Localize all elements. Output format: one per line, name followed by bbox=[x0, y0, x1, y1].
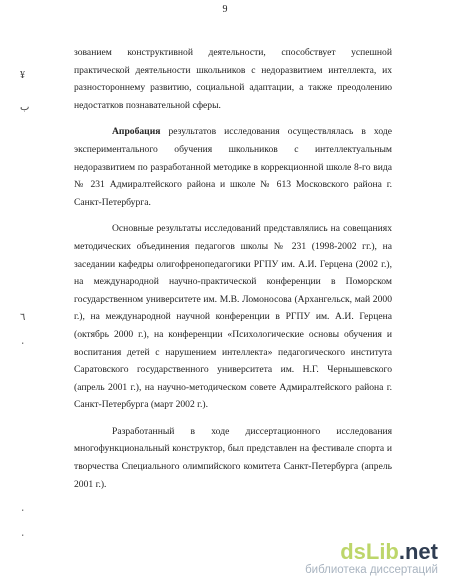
margin-mark: ٦ bbox=[20, 312, 26, 323]
watermark-brand: dsLib.net bbox=[340, 539, 438, 564]
margin-mark: ب bbox=[20, 102, 30, 113]
watermark-subtitle: библиотека диссертаций bbox=[305, 564, 438, 576]
paragraph-approbation bbox=[74, 123, 392, 211]
approbation-text: результатов исследования осуществлялась в ходе экспериментального обучения школьников с интеллектуальным недоразвитием по разработанной методике в коррекционной школе 8-го вида № 231 Адмиралтейского района и школе № 613 Московского района г. Санкт-Петербурга. bbox=[74, 126, 392, 208]
paragraph-results: Основные результаты исследований представлялись на совещаниях методических объединения педагогов школы № 231 (1998-2002 гг.), на заседании кафедры олигофренопедагогики РГПУ им. А.И. Герцена (2002 г.), на международной научно-практической конференции в Поморском государственном университете им. М.В. Ломоносова (Архангельск, май 2000 г.), на международной научной конференции в РГПУ им. А.И. Герцена (октябрь 2000 г.), на конференции «Психологические основы обучения и воспитания детей с нарушением интеллекта» педагогического института Саратовского государственного университета им. Н.Г. Чернышевского (апрель 2001 г.), на научно-методическом совете Адмиралтейского района г. Санкт-Петербурга (март 2002 г.). bbox=[74, 223, 392, 411]
watermark bbox=[305, 540, 438, 576]
margin-mark: ٠ bbox=[20, 338, 26, 349]
margin-mark: ¥ bbox=[20, 70, 25, 81]
margin-mark: ٠ bbox=[20, 530, 26, 541]
paragraph-constructor: Разработанный в ходе диссертационного исследования многофункциональный конструктор, был представлен на фестивале спорта и творчества Специального олимпийского комитета Санкт-Петербурга (апрель 2001 г.). bbox=[74, 425, 392, 490]
page-number: 9 bbox=[222, 4, 228, 15]
body-text bbox=[74, 44, 392, 493]
approbation-heading: Апробация bbox=[112, 126, 161, 138]
margin-mark: ٠ bbox=[20, 505, 26, 516]
paragraph-1: зованием конструктивной деятельности, способствует успешной практической деятельности школьников с недоразвитием интеллекта, их разностороннему развитию, социальной адаптации, а также преодолению недостатков познавательной сферы. bbox=[74, 47, 392, 111]
